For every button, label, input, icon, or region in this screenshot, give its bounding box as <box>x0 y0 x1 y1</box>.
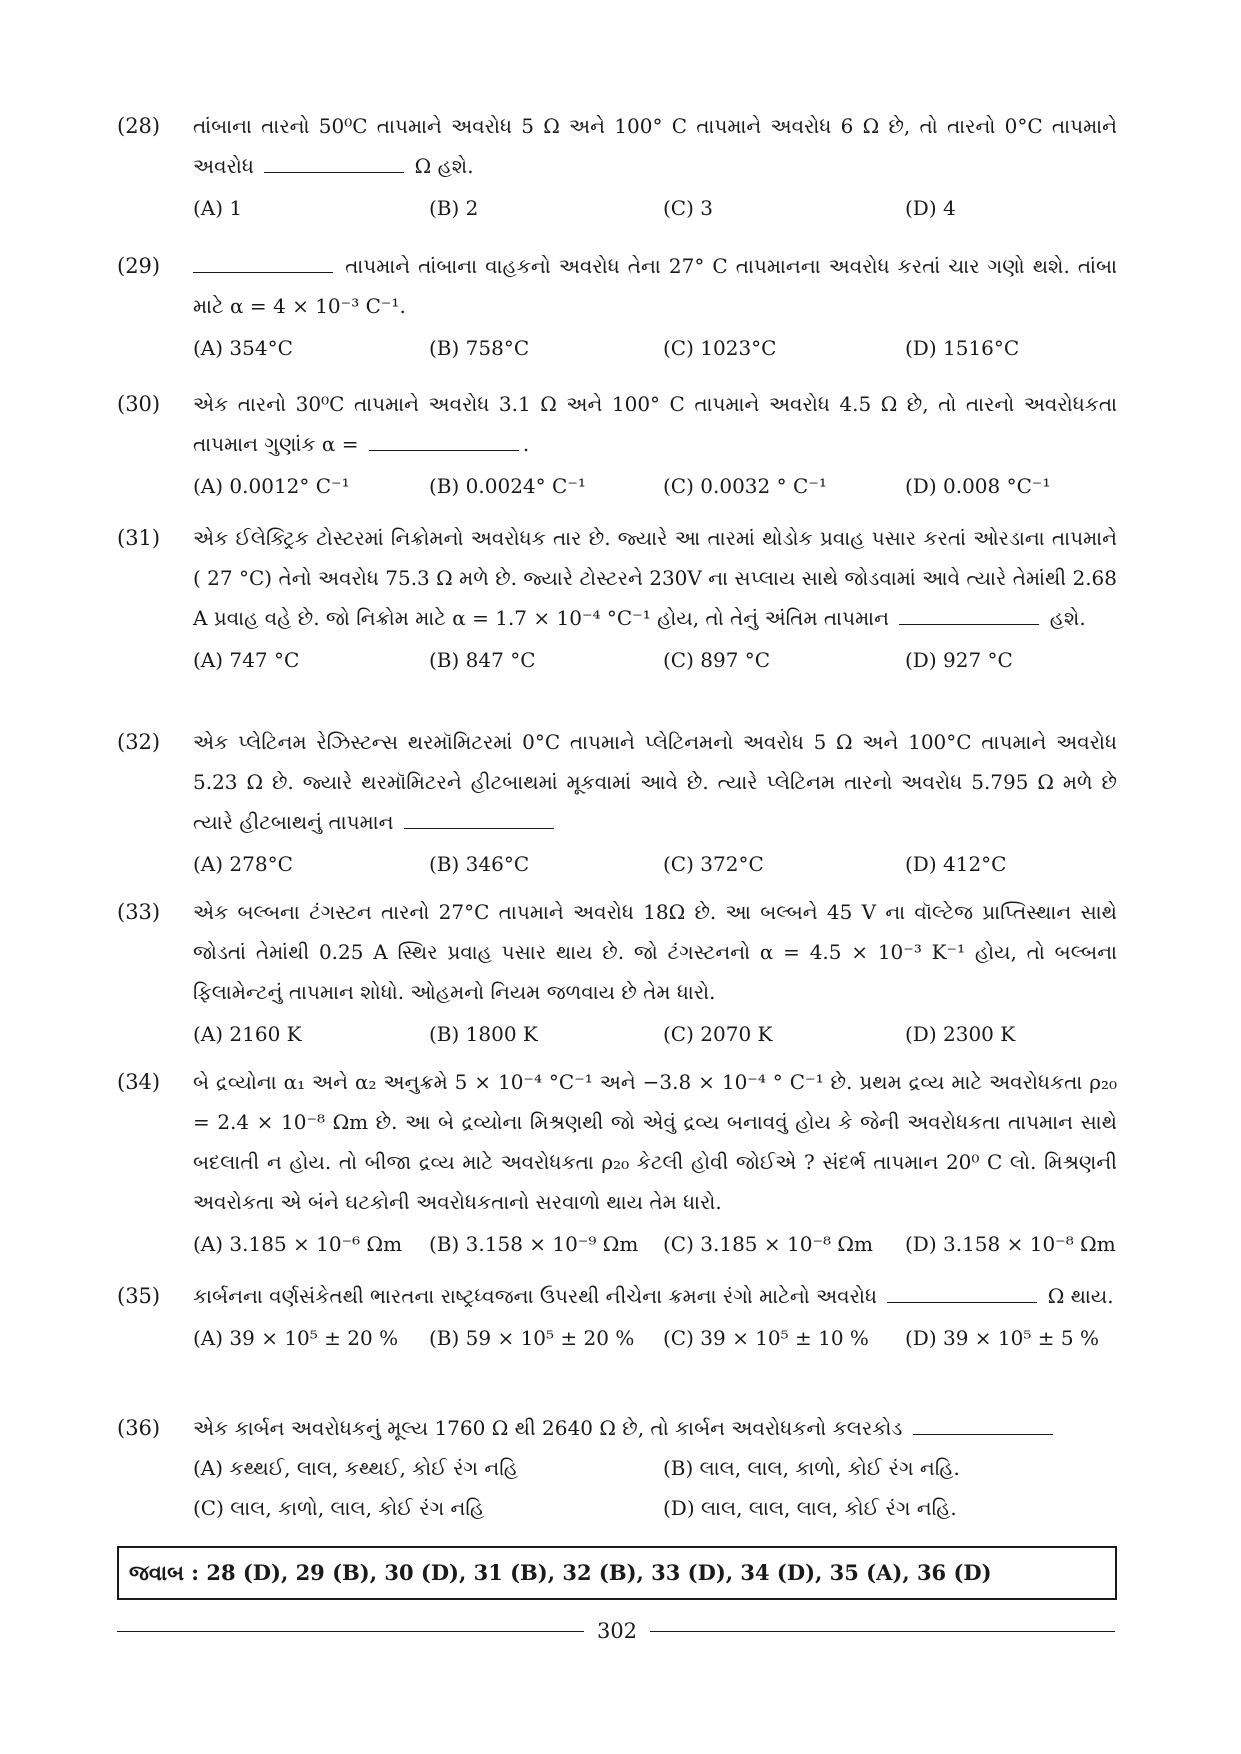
options-row <box>193 1448 1117 1488</box>
question-31 <box>117 518 1117 680</box>
answer-blank <box>887 1288 1037 1303</box>
question-text: તાપમાને તાંબાના વાહકનો અવરોધ તેના 27° C તાપમાનના અવરોધ કરતાં ચાર ગણો થશે. તાંબા માટે α = 4 × 10⁻³ C⁻¹. <box>193 254 1117 318</box>
option-b: (B) 59 × 10⁵ ± 20 % <box>429 1326 635 1350</box>
option-d: (D) 927 °C <box>905 648 1013 672</box>
footer-divider-right <box>650 1631 1115 1632</box>
option-d: (D) 39 × 10⁵ ± 5 % <box>905 1326 1099 1350</box>
question-text: બે દ્રવ્યોના α₁ અને α₂ અનુક્રમે 5 × 10⁻⁴ °C⁻¹ અને −3.8 × 10⁻⁴ ° C⁻¹ છે. પ્રથમ દ્રવ્ય માટે અવરોધકતા ρ₂₀ = 2.4 × 10⁻⁸ Ωm છે. આ બે દ્રવ્યોના મિશ્રણથી જો એવું દ્રવ્ય બનાવવું હોય કે જેની અવરોધકતા તાપમાન સાથે બદલાતી ન હોય. તો બીજા દ્રવ્ય માટે અવરોધકતા ρ₂₀ કેટલી હોવી જોઈએ ? સંદર્ભ તાપમાન 20⁰ C લો. મિશ્રણની અવરોકતા એ બંને ઘટકોની અવરોધકતાનો સરવાળો થાય તેમ ધારો. <box>193 1070 1117 1214</box>
options-row <box>193 466 1117 506</box>
options-row <box>193 1488 1117 1528</box>
option-c: (C) 3.185 × 10⁻⁸ Ωm <box>663 1232 873 1256</box>
answer-blank <box>369 436 519 451</box>
question-28 <box>117 106 1117 228</box>
question-number: (36) <box>117 1416 161 1440</box>
question-number: (30) <box>117 392 161 416</box>
question-number: (28) <box>117 114 161 138</box>
question-number: (32) <box>117 730 161 754</box>
answer-blank <box>404 814 554 829</box>
question-number: (31) <box>117 526 161 550</box>
question-32 <box>117 722 1117 884</box>
option-c: (C) 39 × 10⁵ ± 10 % <box>663 1326 869 1350</box>
question-number: (33) <box>117 900 161 924</box>
options-row <box>193 640 1117 680</box>
answer-blank <box>899 610 1039 625</box>
option-c: (C) 897 °C <box>663 648 771 672</box>
question-35 <box>117 1276 1117 1358</box>
option-a: (A) કથ્થઈ, લાલ, કથ્થઈ, કોઈ રંગ નહિ <box>193 1456 519 1480</box>
options-row <box>193 1224 1117 1264</box>
question-number: (35) <box>117 1284 161 1308</box>
option-a: (A) 278°C <box>193 852 293 876</box>
answer-blank <box>913 1420 1053 1435</box>
question-33 <box>117 892 1117 1054</box>
question-text: એક બલ્બના ટંગસ્ટન તારનો 27°C તાપમાને અવરોધ 18Ω છે. આ બલ્બને 45 V ના વૉલ્ટેજ પ્રાપ્તિસ્થાન સાથે જોડતાં તેમાંથી 0.25 A સ્થિર પ્રવાહ પસાર થાય છે. જો ટંગસ્ટનનો α = 4.5 × 10⁻³ K⁻¹ હોય, તો બલ્બના ફિલામેન્ટનું તાપમાન શોધો. ઓહમનો નિયમ જળવાય છે તેમ ધારો. <box>193 900 1117 1004</box>
question-text: એક તારનો 30⁰C તાપમાને અવરોધ 3.1 Ω અને 100° C તાપમાને અવરોધ 4.5 Ω છે, તો તારનો અવરોધકતા તાપમાન ગુણાંક α = . <box>193 392 1117 456</box>
options-row <box>193 188 1117 228</box>
option-c: (C) 1023°C <box>663 336 777 360</box>
option-b: (B) 0.0024° C⁻¹ <box>429 474 586 498</box>
answer-key-text: જવાબ : 28 (D), 29 (B), 30 (D), 31 (B), 32 (B), 33 (D), 34 (D), 35 (A), 36 (D) <box>129 1560 992 1585</box>
question-text: તાંબાના તારનો 50⁰C તાપમાને અવરોધ 5 Ω અને 100° C તાપમાને અવરોધ 6 Ω છે, તો તારનો 0°C તાપમાને અવરોધ Ω હશે. <box>193 114 1117 178</box>
question-30 <box>117 384 1117 506</box>
answer-key-box <box>117 1546 1117 1600</box>
option-b: (B) 3.158 × 10⁻⁹ Ωm <box>429 1232 639 1256</box>
option-b: (B) 1800 K <box>429 1022 538 1046</box>
option-a: (A) 747 °C <box>193 648 300 672</box>
options-row <box>193 1014 1117 1054</box>
option-b: (B) 847 °C <box>429 648 536 672</box>
options-row <box>193 1318 1117 1358</box>
question-34 <box>117 1062 1117 1264</box>
option-a: (A) 39 × 10⁵ ± 20 % <box>193 1326 399 1350</box>
option-d: (D) 3.158 × 10⁻⁸ Ωm <box>905 1232 1116 1256</box>
option-d: (D) લાલ, લાલ, લાલ, કોઈ રંગ નહિ. <box>663 1496 957 1520</box>
option-a: (A) 2160 K <box>193 1022 302 1046</box>
footer-divider-left <box>117 1631 584 1632</box>
answer-blank <box>264 158 404 173</box>
option-a: (A) 354°C <box>193 336 293 360</box>
question-36 <box>117 1408 1117 1528</box>
option-a: (A) 1 <box>193 196 243 220</box>
option-d: (D) 412°C <box>905 852 1007 876</box>
option-c: (C) 2070 K <box>663 1022 773 1046</box>
question-text: કાર્બનના વર્ણસંકેતથી ભારતના રાષ્ટ્રધ્વજના ઉપરથી નીચેના ક્રમના રંગો માટેનો અવરોધ Ω થાય. <box>193 1284 1114 1308</box>
option-b: (B) 2 <box>429 196 479 220</box>
question-text: એક કાર્બન અવરોધકનું મૂલ્ય 1760 Ω થી 2640 Ω છે, તો કાર્બન અવરોધકનો કલરકોડ <box>193 1408 1117 1448</box>
option-c: (C) લાલ, કાળો, લાલ, કોઈ રંગ નહિ <box>193 1496 485 1520</box>
question-29 <box>117 246 1117 368</box>
page-number: 302 <box>596 1619 638 1643</box>
option-d: (D) 0.008 °C⁻¹ <box>905 474 1051 498</box>
option-d: (D) 1516°C <box>905 336 1020 360</box>
answer-blank <box>193 258 333 273</box>
option-d: (D) 4 <box>905 196 956 220</box>
option-a: (A) 0.0012° C⁻¹ <box>193 474 350 498</box>
option-c: (C) 3 <box>663 196 713 220</box>
options-row <box>193 328 1117 368</box>
question-text: એક ઈલેક્ટ્રિક ટોસ્ટરમાં નિક્રોમનો અવરોધક તાર છે. જ્યારે આ તારમાં થોડોક પ્રવાહ પસાર કરતાં ઓરડાના તાપમાને ( 27 °C) તેનો અવરોધ 75.3 Ω મળે છે. જ્યારે ટોસ્ટરને 230V ના સપ્લાય સાથે જોડવામાં આવે ત્યારે તેમાંથી 2.68 A પ્રવાહ વહે છે. જો નિક્રોમ માટે α = 1.7 × 10⁻⁴ °C⁻¹ હોય, તો તેનું અંતિમ તાપમાન હશે. <box>193 526 1117 630</box>
option-b: (B) 346°C <box>429 852 530 876</box>
question-number: (29) <box>117 254 161 278</box>
options-row <box>193 844 1117 884</box>
option-d: (D) 2300 K <box>905 1022 1016 1046</box>
option-c: (C) 0.0032 ° C⁻¹ <box>663 474 827 498</box>
question-number: (34) <box>117 1070 161 1094</box>
question-text: એક પ્લેટિનમ રેઝિસ્ટન્સ થરમૉમિટરમાં 0°C તાપમાને પ્લેટિનમનો અવરોધ 5 Ω અને 100°C તાપમાને અવરોધ 5.23 Ω છે. જ્યારે થરમૉમિટરને હીટબાથમાં મૂકવામાં આવે છે. ત્યારે પ્લેટિનમ તારનો અવરોધ 5.795 Ω મળે છે ત્યારે હીટબાથનું તાપમાન <box>193 730 1117 834</box>
option-b: (B) લાલ, લાલ, કાળો, કોઈ રંગ નહિ. <box>663 1456 960 1480</box>
option-b: (B) 758°C <box>429 336 530 360</box>
option-c: (C) 372°C <box>663 852 764 876</box>
option-a: (A) 3.185 × 10⁻⁶ Ωm <box>193 1232 403 1256</box>
